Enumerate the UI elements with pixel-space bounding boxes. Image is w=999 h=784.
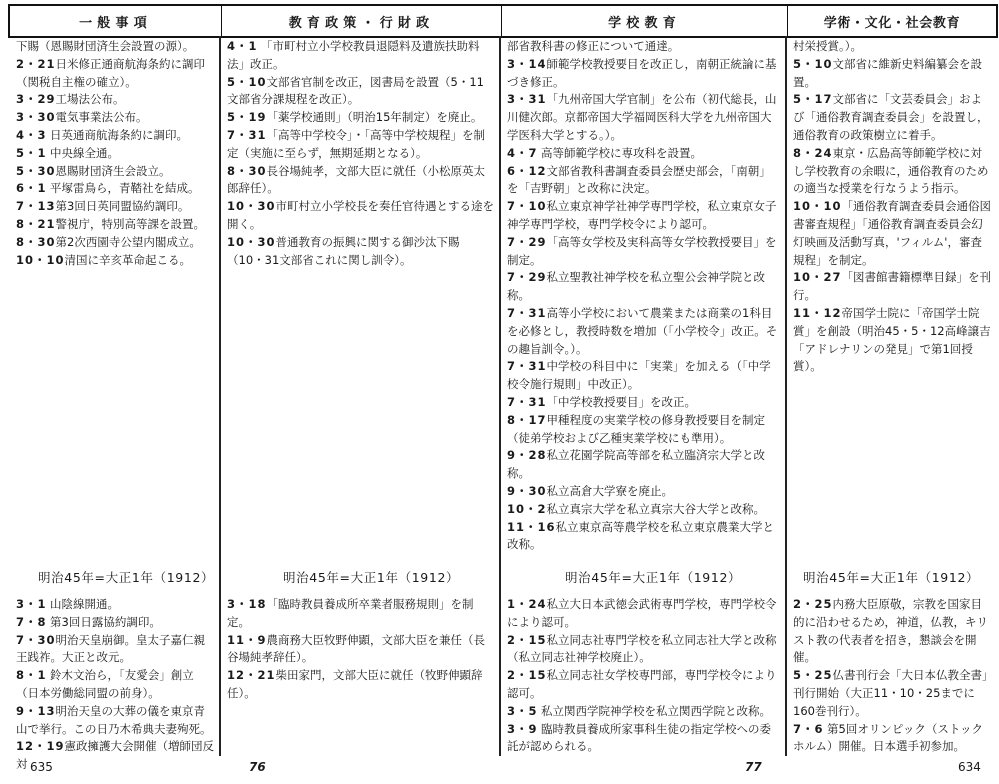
list-item: [507, 632, 780, 668]
entry-text: 平塚雷鳥ら，青鞜社を結成。: [50, 181, 200, 196]
entry-text: 高等小学校において農業または商業の1科目を必修とし，教授時数を増加（「小学校令」改正。その趣旨訓令。）。: [507, 305, 778, 356]
page-number-right: 634: [958, 760, 981, 774]
list-item: [507, 358, 780, 394]
entry-date: 3・31: [507, 92, 547, 107]
entry-text: 師範学校教授要目を改正し，南朝正統論に基づき修正。: [507, 56, 777, 89]
list-item: [793, 269, 991, 305]
page-number: 77: [745, 760, 762, 774]
list-item: [507, 38, 780, 56]
entry-text: 工場法公布。: [55, 92, 125, 107]
entry-text: 帝国学士院に「帝国学士院賞」を創設（明治45・5・12高峰譲吉「アドレナリンの発見」で第1回授賞）。: [793, 305, 991, 374]
entry-date: 7・31: [507, 394, 547, 409]
list-item: [793, 721, 991, 757]
list-item: [507, 667, 780, 703]
header-school-education: 学校教育: [502, 6, 788, 36]
entry-text: 明治天皇崩御。皇太子嘉仁親王践祚。大正と改元。: [16, 632, 206, 665]
entry-text: 文部省に「文芸委員会」および「通俗教育調査委員会」を設置し，通俗教育の政策樹立に着手。: [793, 92, 989, 142]
entry-text: 私立聖教社神学校を私立聖公会神学院と改称。: [507, 270, 766, 303]
entry-date: 7・29: [507, 234, 547, 249]
entry-date: 7・6: [793, 721, 824, 736]
entry-date: 10・10: [793, 199, 842, 214]
entry-text: 第2次西園寺公望内閣成立。: [55, 234, 201, 249]
entry-date: 5・1: [16, 145, 47, 160]
entry-text: 第3回日英同盟協約調印。: [55, 199, 190, 214]
entry-text: 農商務大臣牧野伸顕，文部大臣を兼任（長谷場純孝辞任）。: [227, 632, 486, 665]
year-heading: 明治45年=大正1年（1912）: [283, 570, 460, 585]
entry-date: 8・30: [227, 163, 267, 178]
entry-text: 下賜（恩賜財団済生会設置の源）。: [16, 39, 195, 53]
list-item: [16, 180, 214, 198]
entry-date: 2・15: [507, 632, 547, 647]
entry-text: 「市町村立小学校教員退隠料及遺族扶助料法」改正。: [227, 39, 480, 71]
entry-text: 高等師範学校に専攻科を設置。: [541, 145, 702, 160]
entry-text: 日米修正通商航海条約に調印（関税自主権の確立）。: [16, 56, 206, 89]
list-item: [507, 234, 780, 270]
entry-text: 私立東京高等農学校を私立東京農業大学と改称。: [507, 519, 775, 552]
entry-text: 甲種程度の実業学校の修身教授要目を制定（徒弟学校および乙種実業学校にも準用）。: [507, 412, 766, 445]
school-entries-1911: [507, 38, 780, 554]
column-school-education: [507, 36, 780, 756]
list-item: [16, 198, 214, 216]
page-number-left: 635: [30, 760, 53, 774]
header-general: 一般事項: [10, 6, 222, 36]
entry-text: 「九州帝国大学官制」を公布（初代総長，山川健次郎。京都帝国大学福岡医科大学を九州帝国大学医科大学とする。）。: [507, 92, 777, 142]
entry-text: 「臨時教員養成所卒業者服務規則」を制定。: [227, 597, 474, 629]
entry-text: 仏書刊行会「大日本仏教全書」刊行開始（大正11・10・25までに160巻刊行）。: [793, 668, 988, 718]
list-item: [793, 38, 991, 56]
entry-text: 柴田家門，文部大臣に就任（牧野伸顕辞任）。: [227, 668, 483, 700]
year-heading: 明治45年=大正1年（1912）: [565, 570, 742, 585]
list-item: [16, 56, 214, 92]
entry-text: 明治天皇の大葬の儀を東京青山で挙行。この日乃木希典夫妻殉死。: [16, 703, 212, 736]
entry-date: 3・14: [507, 56, 547, 71]
entry-date: 5・19: [227, 110, 267, 125]
entry-date: 5・30: [16, 163, 56, 178]
list-item: [16, 91, 214, 109]
entry-date: 12・21: [227, 668, 276, 683]
entry-text: 「高等中学校令」・「高等中学校規程」を制定（実施に至らず，無期延期となる）。: [227, 127, 486, 160]
entry-date: 1・24: [507, 597, 547, 611]
entry-text: 東京・広島高等師範学校に対し学校教育の余暇に，通俗教育のための適当な授業を行なうよう指示。: [793, 145, 989, 196]
entry-text: 中央線全通。: [50, 145, 119, 160]
list-item: [793, 198, 991, 269]
list-item: [507, 91, 780, 144]
page-number: 76: [249, 760, 266, 774]
entry-date: 10・30: [227, 199, 276, 214]
entry-date: 7・31: [507, 305, 547, 320]
entry-text: 山陰線開通。: [50, 597, 119, 611]
list-item: [507, 721, 780, 757]
entry-date: 8・30: [16, 234, 56, 249]
list-item: [227, 198, 495, 234]
entry-text: 私立花園学院高等部を私立臨済宗大学と改称。: [507, 448, 766, 481]
list-item: [793, 667, 991, 720]
list-item: [16, 596, 214, 614]
entry-date: 9・30: [507, 483, 547, 498]
list-item: [507, 269, 780, 305]
entry-date: 2・21: [16, 56, 56, 71]
entry-text: 私立関西学院神学校を私立関西学院と改称。: [541, 703, 771, 718]
entry-text: 電気事業法公布。: [55, 110, 148, 125]
entry-date: 5・10: [227, 74, 267, 89]
list-item: [16, 109, 214, 127]
general-entries-1912: [16, 596, 214, 774]
list-item: [793, 56, 991, 92]
list-item: [16, 216, 214, 234]
entry-date: 3・18: [227, 597, 267, 611]
entry-date: 5・10: [793, 56, 833, 71]
list-item: [16, 127, 214, 145]
entry-text: 普通教育の振興に関する御沙汰下賜（10・31文部省これに関し訓令）。: [227, 234, 460, 267]
entry-text: 鈴木文治ら，「友愛会」創立（日本労働総同盟の前身）。: [16, 668, 194, 700]
policy-entries-1912: [227, 596, 495, 703]
column-education-policy: [227, 36, 495, 756]
entry-date: 7・10: [507, 199, 547, 214]
list-item: [227, 163, 495, 199]
entry-text: 文部省教科書調査委員会歴史部会，「南朝」を「吉野朝」と改称に決定。: [507, 163, 771, 196]
entry-date: 7・30: [16, 632, 56, 647]
entry-date: 7・31: [507, 359, 547, 374]
entry-date: 8・21: [16, 216, 56, 231]
entry-text: 私立同志社女学校専門部，専門学校令により認可。: [507, 668, 777, 700]
entry-text: 長谷場純孝，文部大臣に就任（小松原英太郎辞任）。: [227, 163, 486, 196]
list-item: [507, 519, 780, 555]
entry-text: 警視庁，特別高等課を設置。: [55, 216, 206, 231]
entry-date: 3・5: [507, 703, 538, 718]
entry-date: 2・25: [793, 597, 833, 611]
culture-entries-1911: [793, 38, 991, 376]
list-item: [507, 412, 780, 448]
header-culture: 学術・文化・社会教育: [823, 15, 961, 31]
entry-text: 文部省に維新史料編纂会を設置。: [793, 56, 983, 89]
list-item: [507, 163, 780, 199]
entry-text: 清国に辛亥革命起こる。: [64, 252, 192, 267]
entry-date: 7・29: [507, 270, 547, 285]
entry-text: 「中学校教授要目」を改正。: [546, 394, 697, 409]
entry-date: 7・31: [227, 127, 267, 142]
entry-text: 日英通商航海条約に調印。: [50, 127, 188, 142]
entry-date: 10・2: [507, 501, 547, 516]
list-item: [227, 596, 495, 632]
entry-text: 臨時教員養成所家事科生徒の指定学校への委託が認められる。: [507, 721, 771, 754]
entry-text: 恩賜財団済生会設立。: [55, 163, 171, 178]
list-item: [793, 596, 991, 667]
entry-date: 3・9: [507, 721, 538, 736]
list-item: [16, 163, 214, 181]
list-item: [507, 305, 780, 358]
entry-text: 私立高倉大学寮を廃止。: [546, 483, 674, 498]
entry-date: 9・28: [507, 448, 547, 463]
list-item: [507, 447, 780, 483]
school-entries-1912: [507, 596, 780, 756]
entry-text: 村栄授賞。）。: [793, 39, 862, 53]
entry-text: 市町村立小学校長を奏任官待遇とする途を開く。: [227, 199, 495, 231]
entry-date: 8・17: [507, 412, 547, 427]
year-heading: 明治45年=大正1年（1912）: [38, 570, 215, 585]
general-entries-1911: [16, 38, 214, 269]
list-item: [227, 74, 495, 110]
entry-text: 私立真宗大学を私立真宗大谷大学と改称。: [546, 501, 766, 516]
list-item: [16, 252, 214, 270]
year-heading: 明治45年=大正1年（1912）: [803, 570, 980, 585]
entry-date: 4・3: [16, 127, 47, 142]
column-divider: [499, 36, 501, 756]
entry-text: 「通俗教育調査委員会通俗図書審査規程」「通俗教育調査委員会幻灯映画及活動写真，'フィルム'，審査規程」を制定。: [793, 199, 992, 267]
table-header: [8, 4, 998, 38]
entry-date: 3・30: [16, 110, 56, 125]
entry-date: 5・17: [793, 92, 833, 107]
entry-date: 10・27: [793, 270, 842, 285]
entry-text: 「高等女学校及実科高等女学校教授要目」を制定。: [507, 234, 777, 267]
list-item: [507, 483, 780, 501]
list-item: [227, 127, 495, 163]
column-culture: [793, 36, 991, 756]
list-item: [16, 632, 214, 668]
list-item: [227, 38, 495, 74]
list-item: [227, 234, 495, 270]
column-divider: [785, 36, 787, 756]
entry-date: 11・9: [227, 632, 267, 647]
list-item: [227, 667, 495, 703]
entry-text: 部省教科書の修正について通達。: [507, 39, 680, 53]
entry-date: 2・15: [507, 668, 547, 683]
entry-date: 10・30: [227, 234, 276, 249]
entry-text: 「図書館書籍標準目録」を刊行。: [793, 270, 992, 303]
entry-date: 6・1: [16, 181, 47, 196]
entry-text: 第3回日露協約調印。: [50, 614, 161, 629]
list-item: [16, 667, 214, 703]
list-item: [507, 596, 780, 632]
entry-text: 「薬学校通則」（明治15年制定）を廃止。: [266, 110, 483, 125]
column-divider: [219, 36, 221, 756]
list-item: [227, 109, 495, 127]
entry-date: 7・8: [16, 614, 47, 629]
entry-date: 6・12: [507, 163, 547, 178]
list-item: [793, 305, 991, 376]
entry-text: 内務大臣原敬，宗教を国家目的に沿わせるため，神道，仏教，キリスト教の代表者を招き，懇談会を開催。: [793, 597, 989, 665]
list-item: [507, 703, 780, 721]
entry-date: 3・29: [16, 92, 56, 107]
entry-date: 8・1: [16, 668, 47, 683]
list-item: [16, 38, 214, 56]
list-item: [16, 703, 214, 739]
entry-text: 第5回オリンピック（ストックホルム）開催。日本選手初参加。: [793, 721, 984, 754]
entry-text: 憲政擁護大会開催（増師団反対: [16, 739, 215, 772]
list-item: [793, 145, 991, 198]
entry-date: 9・13: [16, 703, 56, 718]
culture-entries-1912: [793, 596, 991, 756]
entry-text: 私立東京神学社神学専門学校，私立東京女子神学専門学校，専門学校令により認可。: [507, 199, 777, 231]
entry-date: 4・1: [227, 39, 258, 53]
header-education-policy: 教育政策・行財政: [222, 6, 502, 36]
entry-date: 12・19: [16, 739, 65, 754]
list-item: [507, 145, 780, 163]
entry-date: 10・10: [16, 252, 65, 267]
entry-date: 3・1: [16, 597, 47, 611]
list-item: [507, 198, 780, 234]
list-item: [507, 501, 780, 519]
entry-text: 中学校の科目中に「実業」を加える（「中学校令施行規則」中改正）。: [507, 359, 771, 392]
entry-date: 8・24: [793, 145, 833, 160]
entry-date: 11・16: [507, 519, 556, 534]
entry-text: 文部省官制を改正，図書局を設置（5・11文部省分課規程を改正）。: [227, 74, 484, 107]
entry-date: 5・25: [793, 668, 833, 683]
entry-date: 7・13: [16, 199, 56, 214]
entry-date: 11・12: [793, 305, 842, 320]
list-item: [793, 91, 991, 144]
entry-text: 私立同志社専門学校を私立同志社大学と改称（私立同志社神学校廃止）。: [507, 632, 777, 665]
entry-date: 4・7: [507, 145, 538, 160]
list-item: [16, 145, 214, 163]
list-item: [507, 56, 780, 92]
entry-text: 私立大日本武徳会武術専門学校，専門学校令により認可。: [507, 597, 777, 629]
list-item: [227, 632, 495, 668]
policy-entries-1911: [227, 38, 495, 269]
list-item: [507, 394, 780, 412]
list-item: [16, 234, 214, 252]
list-item: [16, 614, 214, 632]
